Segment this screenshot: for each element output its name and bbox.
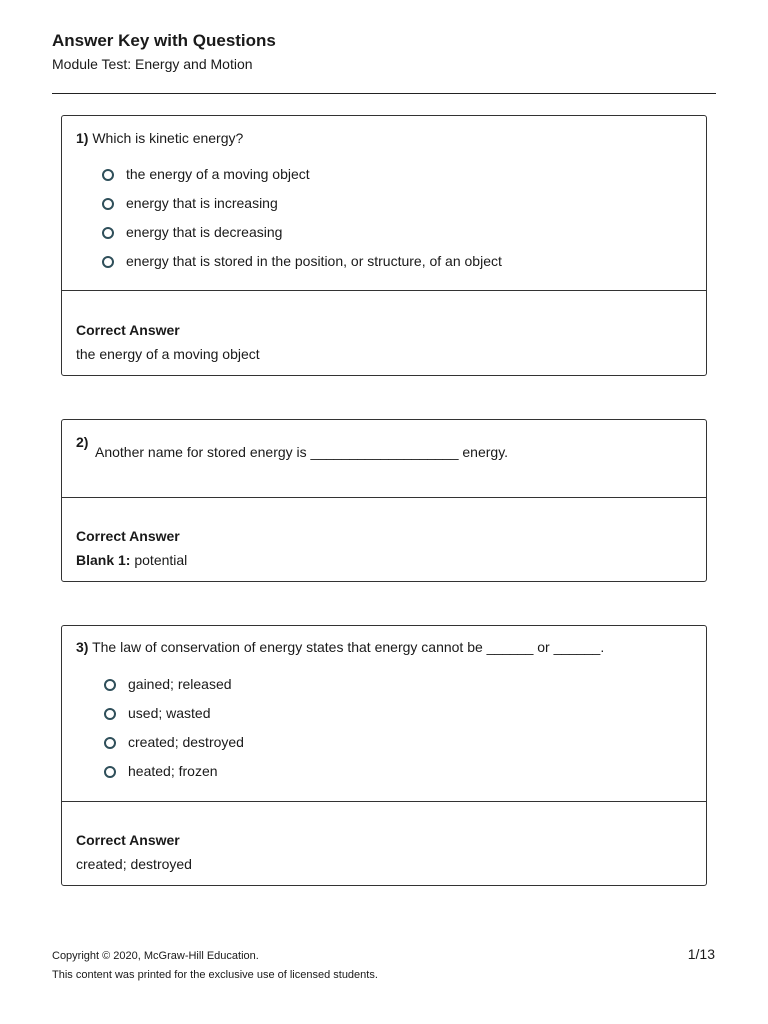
option-label: the energy of a moving object [126, 166, 310, 182]
radio-icon[interactable] [104, 737, 116, 749]
correct-answer-value [76, 551, 187, 569]
footer-legal [52, 947, 378, 985]
header-divider [52, 93, 716, 94]
radio-icon[interactable] [102, 227, 114, 239]
question-prompt: The law of conservation of energy states that energy cannot be ______ or ______. [92, 639, 605, 655]
question-card-2 [61, 419, 707, 582]
question-text [76, 638, 604, 656]
option-label: gained; released [128, 676, 232, 692]
option-label: energy that is stored in the position, or structure, of an object [126, 253, 502, 269]
radio-icon[interactable] [102, 256, 114, 268]
copyright-text: Copyright © 2020, McGraw-Hill Education. [52, 950, 259, 962]
option-label: used; wasted [128, 705, 211, 721]
radio-icon[interactable] [102, 198, 114, 210]
radio-icon[interactable] [104, 766, 116, 778]
page-number: 1/13 [687, 946, 715, 962]
correct-answer-heading: Correct Answer [76, 528, 180, 544]
correct-answer-heading: Correct Answer [76, 832, 180, 848]
blank-label: Blank 1: [76, 552, 131, 568]
question-card-1 [61, 115, 707, 376]
radio-icon[interactable] [104, 708, 116, 720]
blank-answer: potential [134, 552, 188, 568]
correct-answer-section [76, 831, 192, 873]
question-body [62, 420, 706, 498]
option-label: energy that is increasing [126, 195, 278, 211]
question-prompt: Which is kinetic energy? [92, 130, 244, 146]
question-body [62, 626, 706, 802]
question-number: 1) [76, 130, 89, 146]
option-label: energy that is decreasing [126, 224, 283, 240]
question-body [62, 116, 706, 291]
option-label: created; destroyed [128, 734, 244, 750]
option-label: heated; frozen [128, 763, 218, 779]
radio-icon[interactable] [104, 679, 116, 691]
correct-answer-heading: Correct Answer [76, 322, 180, 338]
question-number: 3) [76, 639, 89, 655]
license-notice: This content was printed for the exclusive use of licensed students. [52, 969, 378, 981]
question-text [76, 129, 243, 147]
page-header [52, 30, 716, 73]
correct-answer-section [76, 321, 260, 363]
question-number: 2) [76, 434, 89, 450]
page-title: Answer Key with Questions [52, 31, 276, 50]
question-prompt: Another name for stored energy is ___________________ energy. [95, 444, 509, 460]
correct-answer-section [76, 527, 187, 569]
page-subtitle: Module Test: Energy and Motion [52, 56, 253, 72]
correct-answer-value: created; destroyed [76, 856, 192, 872]
question-card-3 [61, 625, 707, 886]
radio-icon[interactable] [102, 169, 114, 181]
correct-answer-value: the energy of a moving object [76, 346, 260, 362]
